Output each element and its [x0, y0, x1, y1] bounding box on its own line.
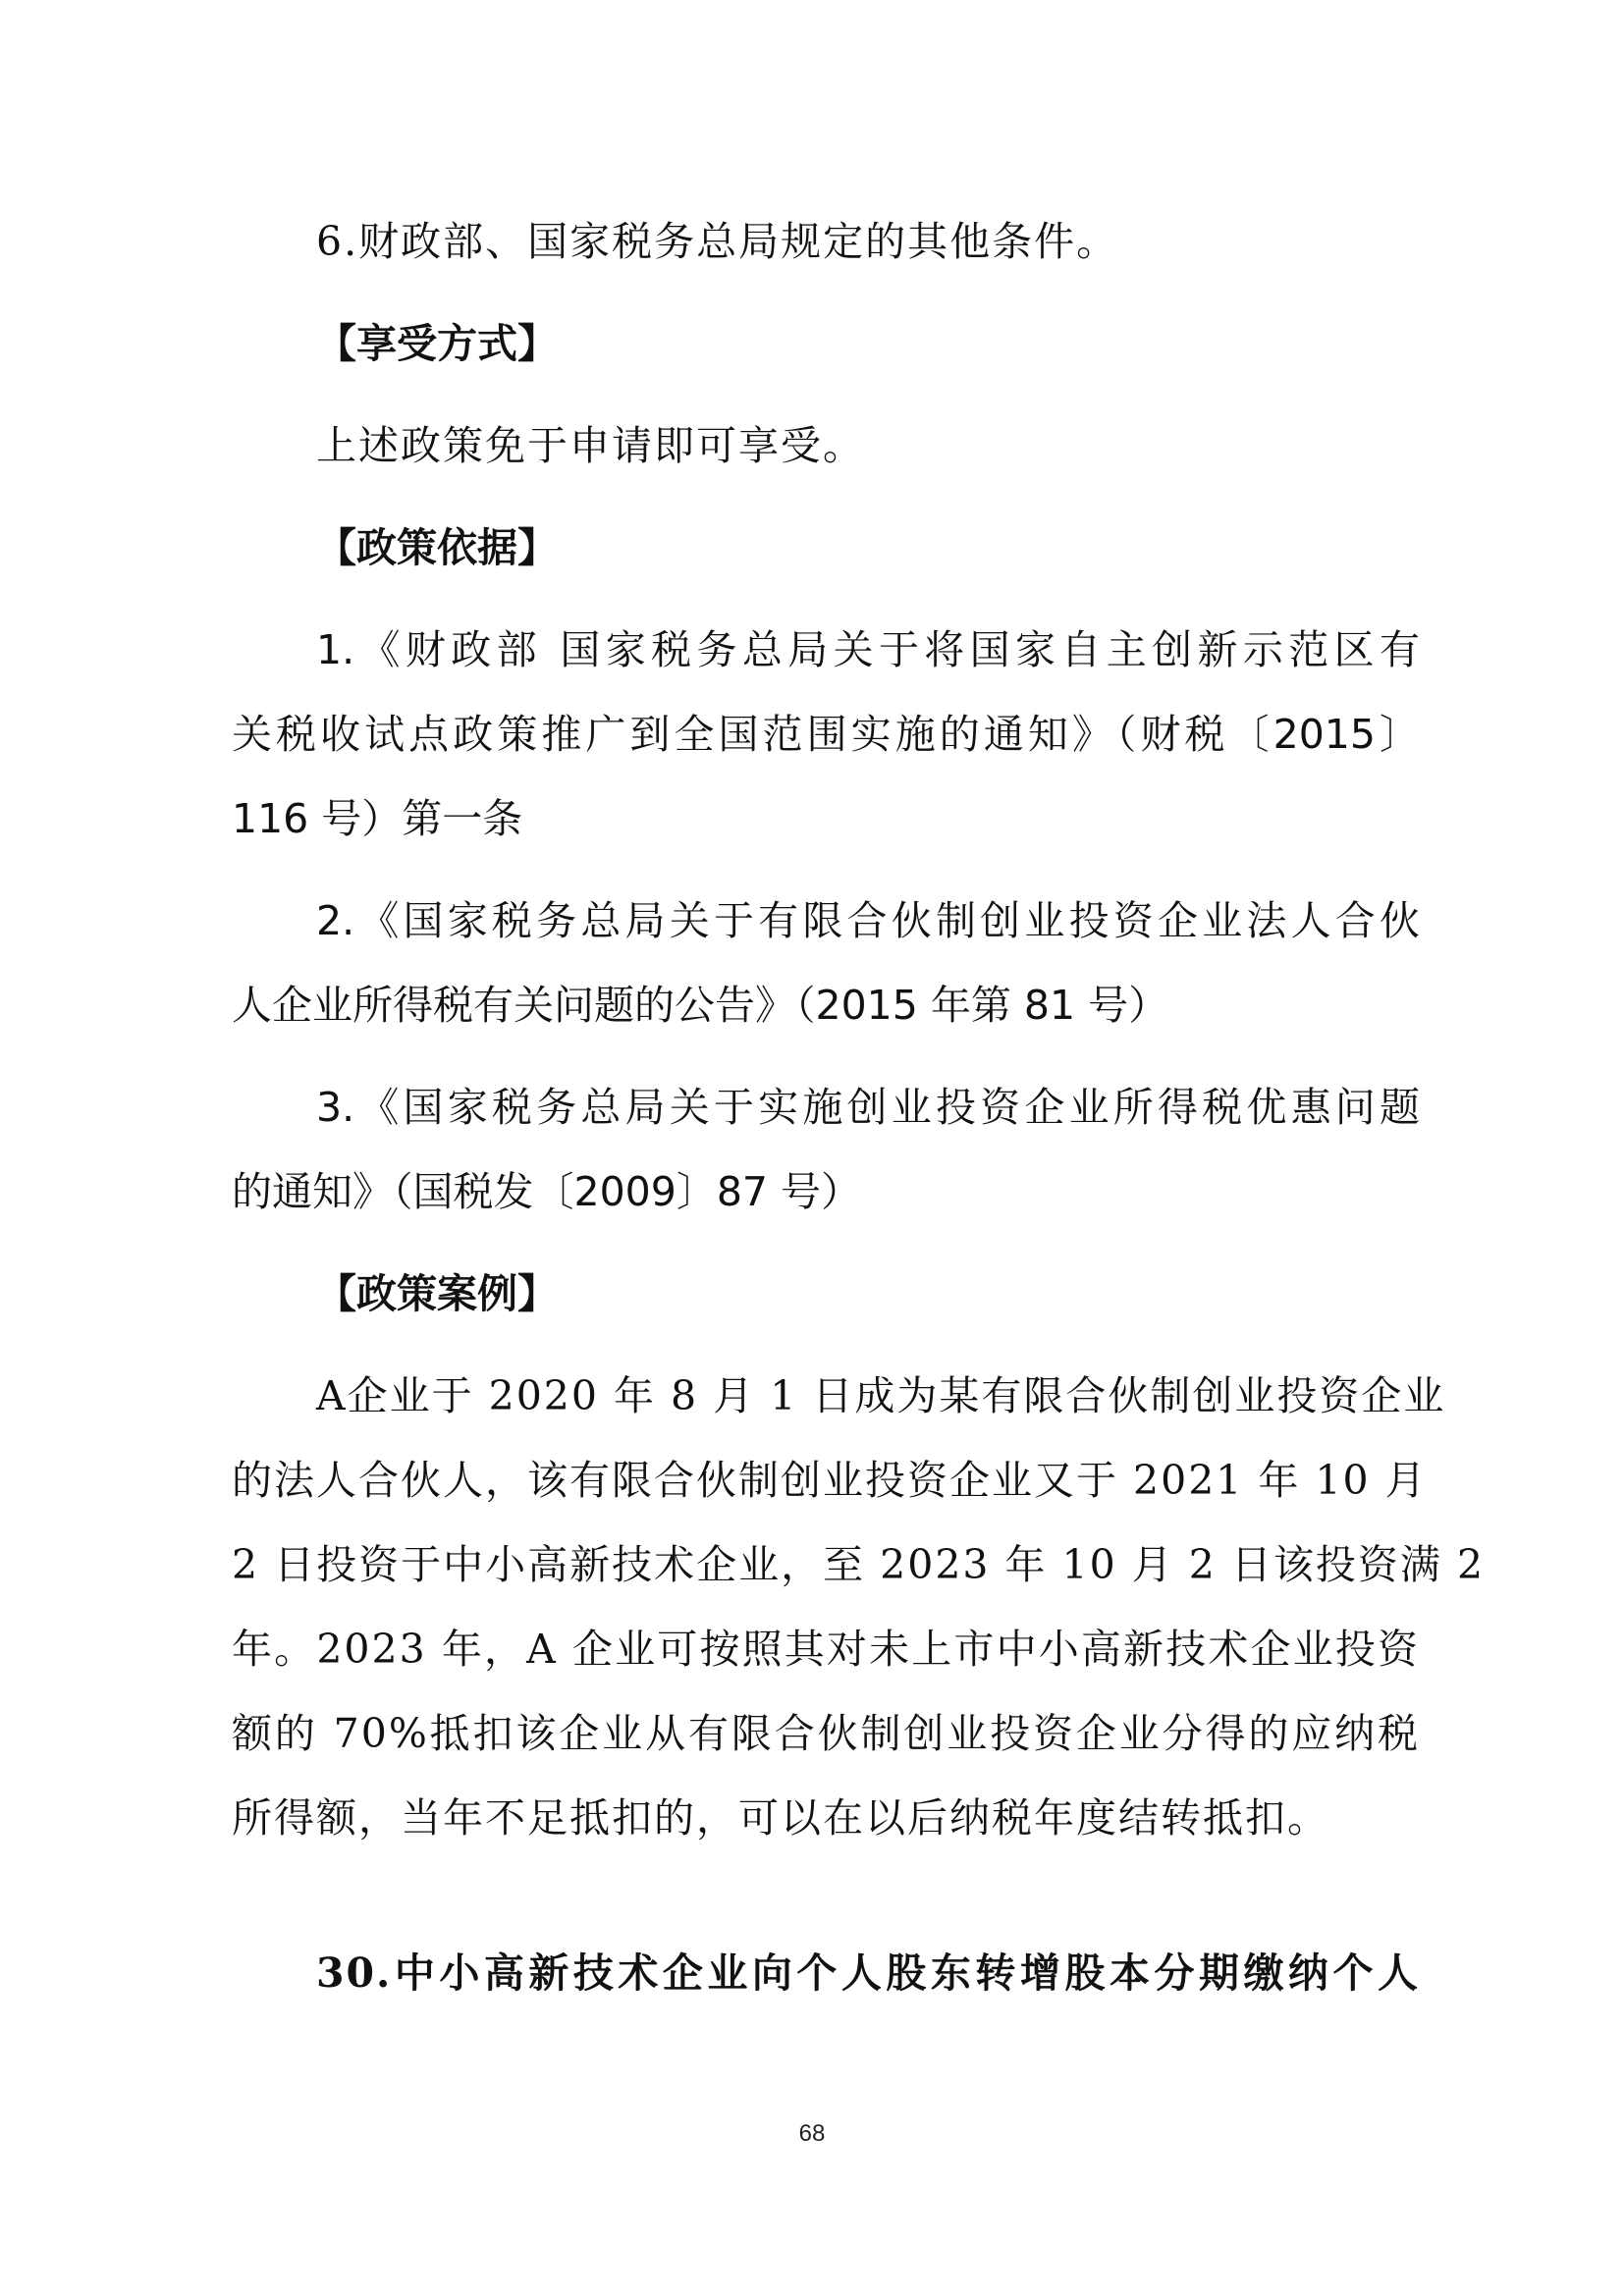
policy-basis-1-line-2: 关税收试点政策推广到全国范围实施的通知》（财税〔2015〕: [232, 711, 1420, 758]
policy-case-line-5: 额的 70%抵扣该企业从有限合伙制创业投资企业分得的应纳税: [232, 1710, 1420, 1757]
policy-basis-1-line-1: 1.《财政部 国家税务总局关于将国家自主创新示范区有: [316, 626, 1420, 673]
policy-basis-3-line-1: 3.《国家税务总局关于实施创业投资企业所得税优惠问题: [316, 1084, 1420, 1131]
policy-basis-2-line-1: 2.《国家税务总局关于有限合伙制创业投资企业法人合伙: [316, 897, 1420, 944]
section-heading-policy-basis: 【政策依据】: [316, 524, 558, 571]
policy-basis-1-line-3: 116 号）第一条: [232, 795, 523, 842]
policy-case-line-3: 2 日投资于中小高新技术企业，至 2023 年 10 月 2 日该投资满 2: [232, 1541, 1486, 1588]
section-heading-policy-case: 【政策案例】: [316, 1270, 558, 1317]
policy-basis-3-line-2: 的通知》（国税发〔2009〕87 号）: [232, 1168, 862, 1215]
policy-case-line-4: 年。2023 年，A 企业可按照其对未上市中小高新技术企业投资: [232, 1626, 1420, 1673]
policy-case-line-6: 所得额，当年不足抵扣的，可以在以后纳税年度结转抵扣。: [232, 1794, 1329, 1842]
policy-basis-2-line-2: 人企业所得税有关问题的公告》（2015 年第 81 号）: [232, 982, 1169, 1029]
item-30-heading: 30.中小高新技术企业向个人股东转增股本分期缴纳个人: [316, 1949, 1420, 1997]
enjoy-method-text: 上述政策免于申请即可享受。: [316, 422, 865, 469]
page-number: 68: [798, 2120, 826, 2147]
condition-item-6: 6.财政部、国家税务总局规定的其他条件。: [316, 218, 1119, 265]
policy-case-line-1: A企业于 2020 年 8 月 1 日成为某有限合伙制创业投资企业: [316, 1372, 1446, 1419]
section-heading-enjoy-method: 【享受方式】: [316, 320, 558, 367]
policy-case-line-2: 的法人合伙人，该有限合伙制创业投资企业又于 2021 年 10 月: [232, 1457, 1428, 1504]
